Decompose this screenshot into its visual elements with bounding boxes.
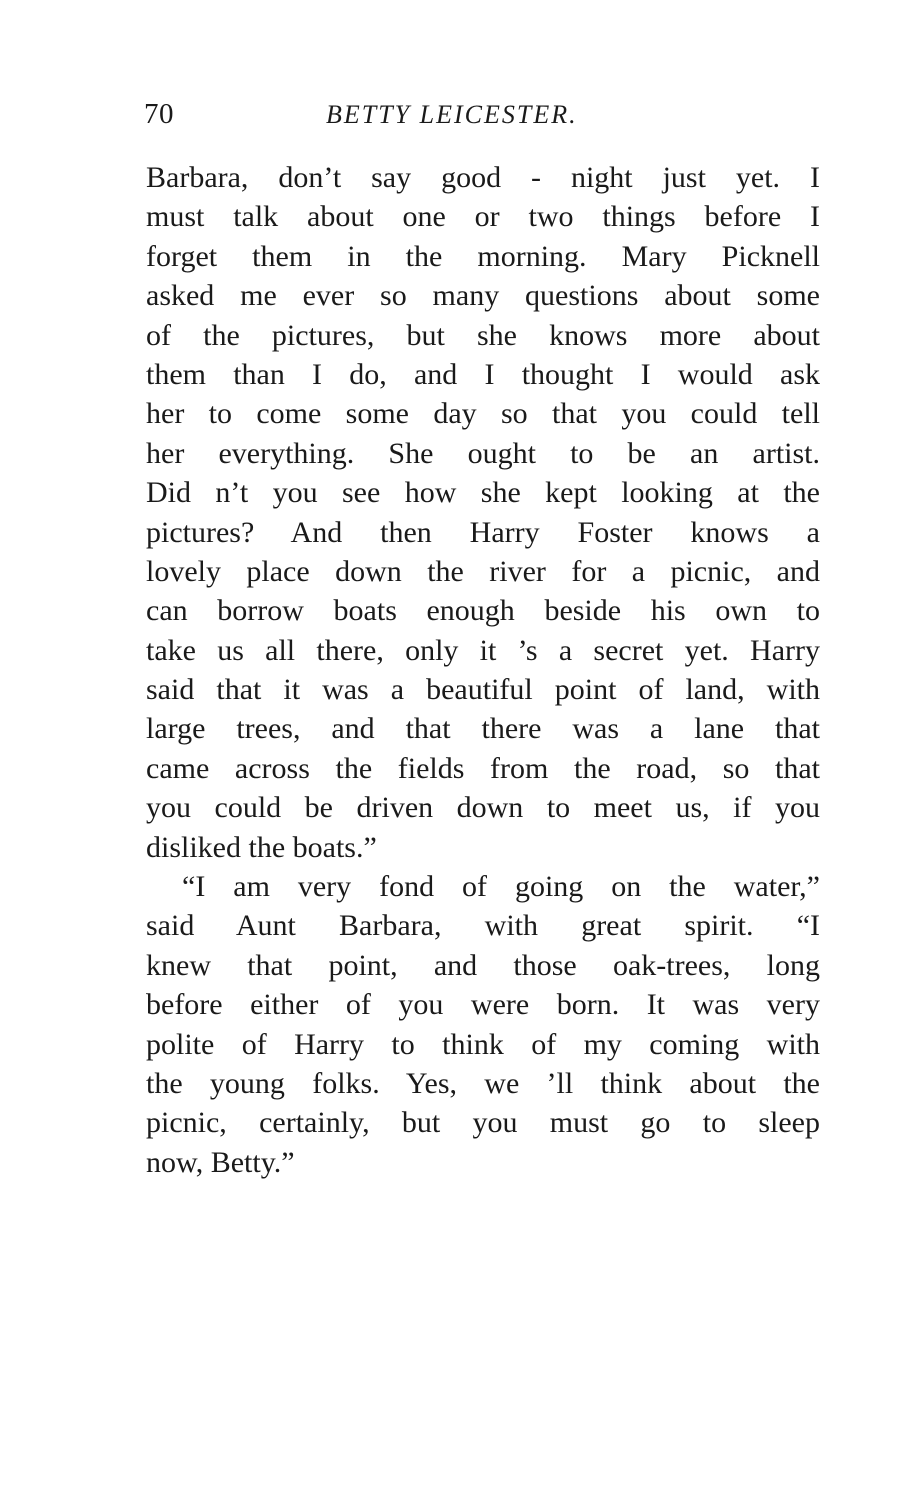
paragraph <box>146 867 820 1182</box>
paragraph <box>146 158 820 867</box>
text-line: knew that point, and those oak-trees, long <box>146 948 820 982</box>
running-head <box>144 98 820 138</box>
text-line: before either of you were born. It was very <box>146 988 820 1022</box>
text-line: asked me ever so many questions about some <box>146 279 820 313</box>
text-line: forget them in the morning. Mary Picknell <box>146 239 820 273</box>
page-number: 70 <box>144 98 174 130</box>
text-line: you could be driven down to meet us, if you <box>146 791 820 825</box>
text-line: disliked the boats.” <box>146 830 377 864</box>
text-line: pictures? And then Harry Foster knows a <box>146 515 820 549</box>
text-line: said Aunt Barbara, with great spirit. “I <box>146 909 820 943</box>
text-line: Did n’t you see how she kept looking at the <box>146 476 820 510</box>
text-line: came across the fields from the road, so that <box>146 751 820 785</box>
text-line: “I am very fond of going on the water,” <box>182 870 820 904</box>
text-line: must talk about one or two things before I <box>146 200 820 234</box>
text-line: her to come some day so that you could tell <box>146 397 820 431</box>
text-line: said that it was a beautiful point of land, with <box>146 673 820 707</box>
text-line: can borrow boats enough beside his own to <box>146 594 820 628</box>
text-line: the young folks. Yes, we ’ll think about the <box>146 1066 820 1100</box>
text-line: polite of Harry to think of my coming with <box>146 1027 820 1061</box>
text-line: now, Betty.” <box>146 1145 295 1179</box>
body-text <box>146 158 820 1182</box>
running-title: BETTY LEICESTER. <box>326 100 578 129</box>
text-line: of the pictures, but she knows more about <box>146 318 820 352</box>
text-line: large trees, and that there was a lane that <box>146 712 820 746</box>
text-line: take us all there, only it ’s a secret yet. Harry <box>146 633 820 667</box>
text-line: them than I do, and I thought I would ask <box>146 357 820 391</box>
text-line: her everything. She ought to be an artist. <box>146 436 820 470</box>
text-line: Barbara, don’t say good - night just yet. I <box>146 161 820 194</box>
text-line: lovely place down the river for a picnic, and <box>146 554 820 588</box>
text-line: picnic, certainly, but you must go to sleep <box>146 1106 820 1140</box>
